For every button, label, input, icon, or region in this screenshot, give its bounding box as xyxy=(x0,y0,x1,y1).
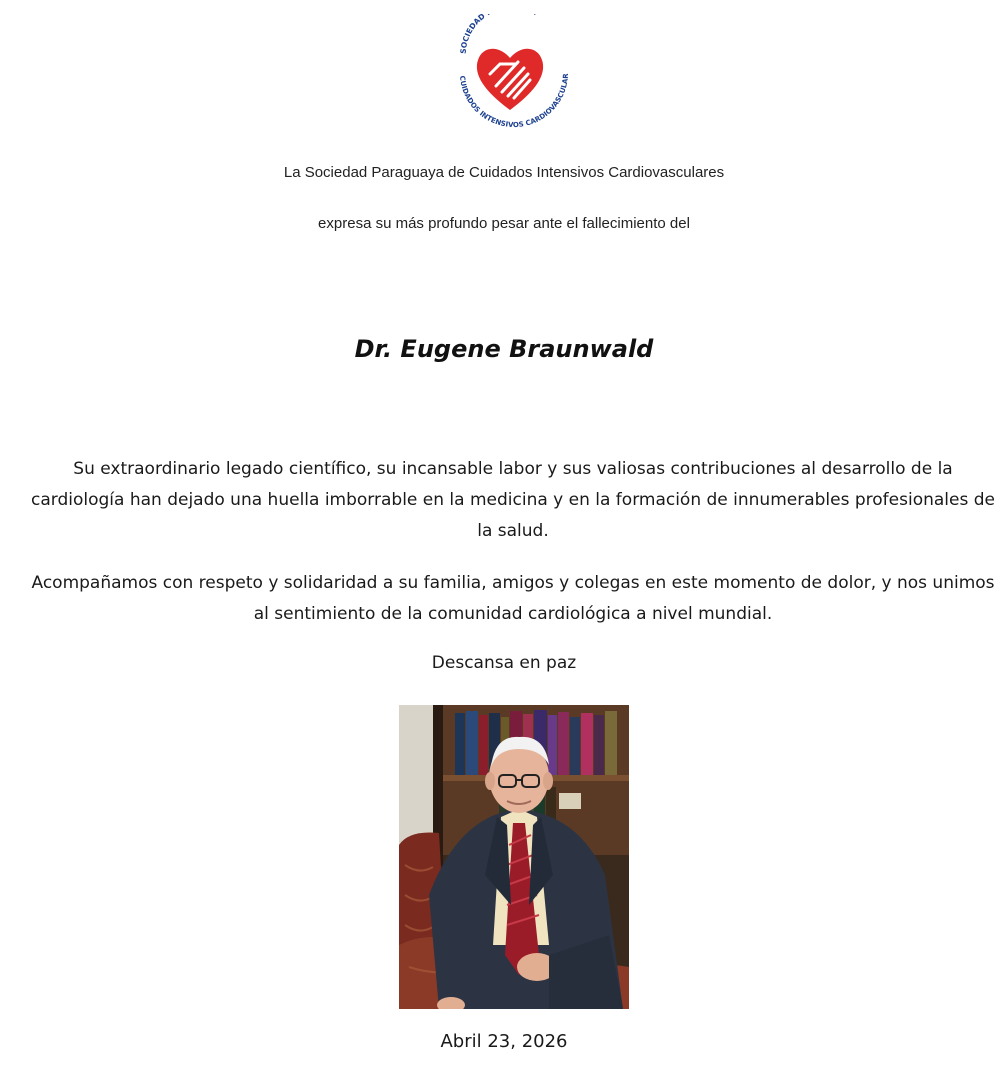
honoree-name: Dr. Eugene Braunwald xyxy=(354,335,654,363)
portrait-photo xyxy=(399,705,629,1009)
logo-text-bottom: CUIDADOS INTENSIVOS CARDIOVASCULAR xyxy=(458,73,571,130)
closing-text: Descansa en paz xyxy=(431,653,577,673)
svg-text:SOCIEDAD PARAGUAYA xyxy=(459,14,539,54)
heart-hands-icon xyxy=(477,49,543,110)
logo-text-top: SOCIEDAD xyxy=(458,14,487,55)
society-logo xyxy=(440,14,580,134)
header-line-1: La Sociedad Paraguaya de Cuidados Intensivos Cardiovasculares xyxy=(283,164,725,181)
tribute-paragraph: Su extraordinario legado científico, su incansable labor y sus valiosas contribuciones al desarrollo de la cardiología han dejado una huella imborrable en la medicina y en la formación de innumerables profesionales de la salud. xyxy=(31,459,995,541)
date-text: Abril 23, 2026 xyxy=(440,1031,568,1052)
header-line-2: expresa su más profundo pesar ante el fallecimiento del xyxy=(318,215,690,232)
condolence-paragraph: Acompañamos con respeto y solidaridad a su familia, amigos y colegas en este momento de dolor, y nos unimos al sentimiento de la comunidad cardiológica a nivel mundial. xyxy=(31,573,995,624)
